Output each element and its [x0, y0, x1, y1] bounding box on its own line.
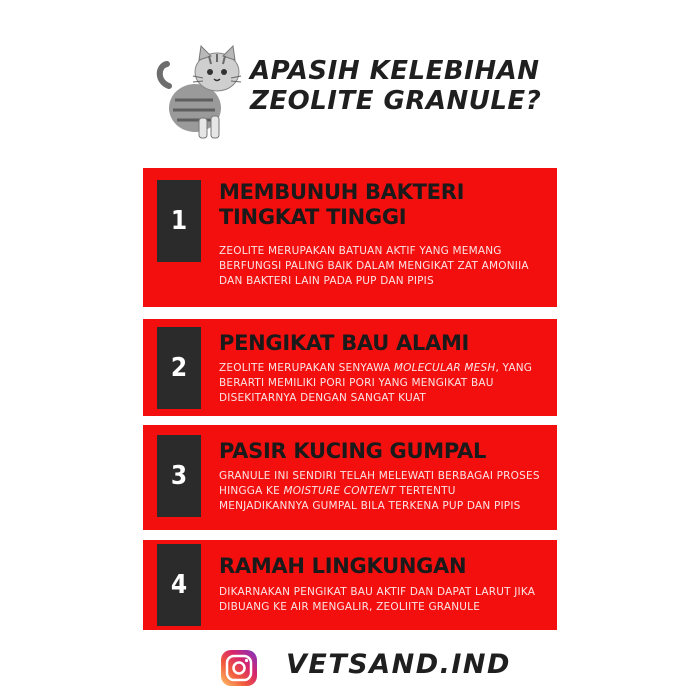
footer	[220, 645, 511, 689]
benefit-body-2-pre: ZEOLITE MERUPAKAN SENYAWA	[219, 362, 394, 374]
benefit-body-3-em: MOISTURE CONTENT	[283, 485, 396, 497]
header	[155, 42, 575, 142]
benefit-card-3	[143, 425, 557, 530]
benefit-body-2-em: MOLECULAR MESH	[393, 362, 496, 374]
benefit-number-4: 4	[157, 544, 201, 626]
benefit-card-2	[143, 319, 557, 416]
cat-mascot-icon	[155, 42, 243, 142]
benefit-title-4: RAMAH LINGKUNGAN	[219, 554, 467, 578]
benefit-number-3: 3	[157, 435, 201, 517]
benefit-title-1: MEMBUNUH BAKTERI TINGKAT TINGGI	[219, 180, 465, 229]
benefit-body-3-post: TERTENTU MENJADIKANNYA GUMPAL BILA TERKENA PUP DAN PIPIS	[219, 485, 521, 512]
benefit-body-3-pre: GRANULE INI SENDIRI TELAH MELEWATI BERBAGAI PROSES HINGGA KE	[219, 470, 540, 497]
title-line-2: ZEOLITE GRANULE?	[250, 86, 542, 116]
benefit-card-1	[143, 168, 557, 307]
benefit-number-2: 2	[157, 327, 201, 409]
instagram-handle[interactable]: VETSAND.IND	[286, 649, 511, 680]
page-title	[250, 56, 541, 116]
benefit-body-3	[219, 469, 547, 514]
benefit-card-4	[143, 540, 557, 630]
instagram-icon[interactable]	[220, 649, 258, 687]
benefit-title-2: PENGIKAT BAU ALAMI	[219, 331, 470, 355]
benefit-body-2	[219, 361, 547, 406]
title-line-1: APASIH KELEBIHAN	[250, 56, 540, 86]
benefit-body-2-post: , YANG BERARTI MEMILIKI PORI PORI YANG MENGIKAT BAU DISEKITARNYA DENGAN SANGAT KUAT	[219, 362, 533, 404]
benefit-body-4: DIKARNAKAN PENGIKAT BAU AKTIF DAN DAPAT LARUT JIKA DIBUANG KE AIR MENGALIR, ZEOLIITE GRANULE	[219, 586, 536, 613]
benefit-number-1: 1	[157, 180, 201, 262]
benefit-body-1: ZEOLITE MERUPAKAN BATUAN AKTIF YANG MEMANG BERFUNGSI PALING BAIK DALAM MENGIKAT ZAT AMONIIA DAN BAKTERI LAIN PADA PUP DAN PIPIS	[219, 245, 529, 287]
benefit-title-3: PASIR KUCING GUMPAL	[219, 439, 487, 463]
